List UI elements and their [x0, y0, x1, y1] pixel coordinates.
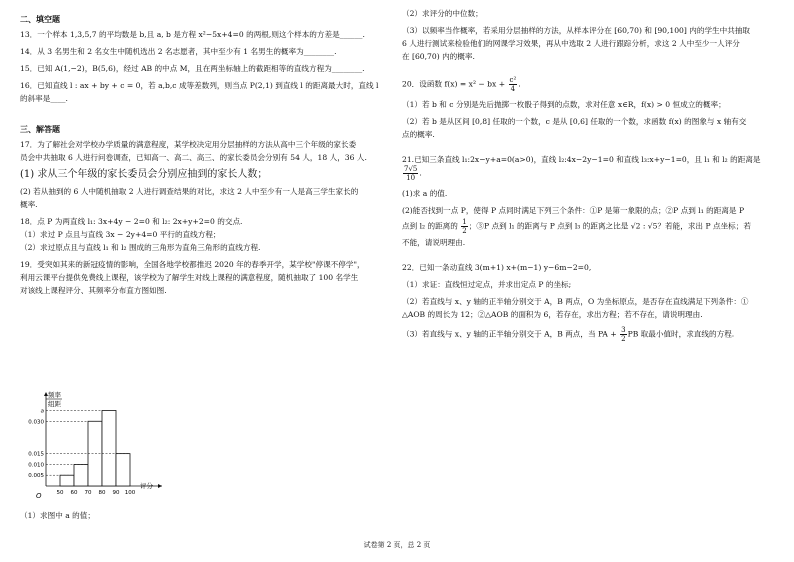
x-tick-label: 60 — [70, 490, 78, 496]
question-22-part3-end: PB 取最小值时，求直线的方程. — [627, 329, 735, 339]
question-22-part1: （1）求证：直线恒过定点，并求出定点 P 的坐标; — [402, 280, 572, 289]
fraction-denominator: 4 — [510, 85, 516, 93]
section-answer-title: 三、解答题 — [20, 124, 60, 134]
fraction-numerator: 1 — [462, 218, 467, 226]
y-axis-label-bottom: 组距 — [48, 400, 61, 408]
question-14: 14．从 3 名男生和 2 名女生中随机选出 2 名志愿者，其中至少有 1 名男生的概率为________. — [20, 47, 337, 56]
question-21-part2-fraction — [461, 218, 467, 235]
question-19-part3-line3: 在 [60,70) 内的概率. — [402, 52, 475, 61]
left-column — [20, 8, 392, 302]
question-19-line3: 对该线上课程评分、其频率分布直方图如图. — [20, 286, 167, 295]
y-tick-label: 0.005 — [28, 473, 44, 480]
histogram-bar — [116, 454, 130, 486]
y-tick-label: 0.010 — [28, 462, 44, 469]
fraction-numerator: 7√5 — [404, 165, 418, 173]
histogram-bar — [74, 464, 88, 486]
question-18: 18．点 P 为两直线 l₁: 3x+4y − 2=0 和 l₂: 2x+y+2=0 的交点. — [20, 217, 243, 226]
frequency-histogram — [28, 388, 168, 500]
question-21-part2-end: ；③P 点到 l₁ 的距离与 P 点到 l₃ 的距离之比是 √2 : √5？若能，求出 P 点坐标；若 — [468, 221, 751, 231]
question-17-part1: (1) 求从三个年级的家长委员会分别应抽到的家长人数； — [20, 169, 268, 180]
histogram-bar — [60, 475, 74, 486]
x-tick-label: 50 — [56, 490, 64, 496]
fraction-denominator: 2 — [621, 335, 626, 343]
fraction-numerator: 3 — [621, 326, 626, 334]
question-17-line1: 17．为了解社会对学校办学质量的满意程度，某学校决定用分层抽样的方法从高中三个年级的家长委 — [20, 140, 357, 149]
question-17-line2: 员会中共抽取 6 人进行问卷调查，已知高一、高二、高三、的家长委员会分别有 54 人，18 人，36 人. — [20, 153, 367, 162]
x-tick-label: 70 — [84, 490, 92, 496]
y-axis-label-top: 频率 — [48, 391, 61, 399]
question-19-part3-line1: （3）以频率当作概率，若采用分层抽样的方法，从样本评分在 [60,70) 和 [90,100] 内的学生中共抽取 — [402, 26, 751, 35]
question-21-part2-line1: (2)能否找到一点 P，使得 P 点同时满足下列三个条件：①P 是第一象限的点；②P 点到 l₁ 的距离是 P — [402, 206, 745, 215]
question-19-line2: 利用云课平台提供免费线上课程，该学校为了解学生对线上课程的满意程度，随机抽取了 100 名学生 — [20, 273, 359, 282]
question-16-line2: 的斜率是____. — [20, 94, 68, 103]
question-19-part1: （1）求图中 a 的值； — [20, 511, 95, 520]
question-22-part2-line1: （2）若直线与 x、y 轴的正半轴分别交于 A，B 两点，O 为坐标原点，是否存在直线满足下列条件：① — [402, 297, 749, 306]
x-tick-label: 90 — [112, 490, 120, 496]
question-21-part2-text: 点到 l₂ 的距离的 — [402, 221, 458, 231]
question-22-part3 — [402, 326, 774, 343]
question-20-part2-line1: （2）若 b 是从区间 [0,8] 任取的一个数，c 是从 [0,6] 任取的一个数，求函数 f(x) 的图象与 x 轴有交 — [402, 117, 747, 126]
question-21-part1: (1)求 a 的值. — [402, 189, 448, 198]
y-tick-label: 0.015 — [28, 451, 44, 458]
origin-label: O — [36, 492, 42, 500]
question-19-line1: 19．受突如其来的新冠疫情的影响，全国各地学校都推迟 2020 年的春季开学，某学校"停课不停学"， — [20, 260, 365, 269]
question-16-line1: 16．已知直线 l : ax + by + c = 0，若 a,b,c 成等差数列，则当点 P(2,1) 到直线 l 的距离最大时，直线 l — [20, 81, 379, 90]
question-20 — [402, 76, 774, 93]
question-20-text: 20．设函数 f(x) = x² − bx + — [402, 79, 506, 89]
x-tick-label: 80 — [98, 490, 106, 496]
right-column — [402, 8, 774, 349]
question-19-part3-line2: 6 人进行测试来检验他们的网课学习效果，再从中选取 2 人进行跟踪分析，求这 2 人中至少一人评分 — [402, 39, 740, 48]
question-20-part2-line2: 点的概率. — [402, 130, 435, 139]
fraction-denominator: 10 — [406, 174, 416, 182]
x-axis-arrow — [158, 484, 162, 488]
question-21-text: 21.已知三条直线 l₁:2x−y+a=0(a>0)，直线 l₂:4x−2y−1=0 和直线 l₃:x+y−1=0，且 l₁ 和 l₂ 的距离是 — [402, 155, 761, 164]
section-fill-title: 二、填空题 — [20, 14, 60, 24]
x-axis-label: 评分 — [140, 482, 153, 490]
question-22-part3-text: （3）若直线与 x、y 轴的正半轴分别交于 A，B 两点，当 PA + — [402, 329, 617, 339]
x-tick-label: 100 — [124, 490, 136, 496]
question-20-end: . — [518, 79, 521, 89]
fraction-numerator: c² — [509, 76, 517, 84]
question-22-part2-line2: △AOB 的周长为 12；②△AOB 的面积为 6，若存在，求出方程；若不存在，请说明理由. — [402, 310, 703, 319]
question-21-fraction — [403, 165, 418, 182]
y-tick-label: 0.030 — [28, 419, 44, 426]
question-17-part2-line2: 概率. — [20, 200, 38, 209]
question-18-part2: （2）求过原点且与直线 l₁ 和 l₂ 围成的三角形为直角三角形的直线方程. — [20, 243, 261, 252]
question-20-fraction — [509, 76, 521, 93]
page-footer: 试卷第 2 页，总 2 页 — [363, 541, 431, 549]
question-20-part1: （1）若 b 和 c 分别是先后抛掷一枚骰子得到的点数，求对任意 x∈R，f(x) > 0 恒成立的概率； — [402, 100, 726, 109]
histogram-bar — [102, 410, 116, 486]
question-13: 13．一个样本 1,3,5,7 的平均数是 b,且 a, b 是方程 x²−5x+4=0 的两根,则这个样本的方差是______. — [20, 30, 365, 39]
question-18-part1: （1）求过 P 点且与直线 3x − 2y+4=0 平行的直线方程； — [20, 230, 221, 239]
question-15: 15．已知 A(1,−2)，B(5,6)，经过 AB 的中点 M，且在两坐标轴上的截距相等的直线方程为________. — [20, 64, 365, 73]
question-21-end: . — [419, 168, 422, 178]
fraction-denominator: 2 — [462, 227, 467, 235]
question-19-part2: （2）求评分的中位数； — [402, 9, 483, 18]
question-21-part2-line3: 不能，请说明理由. — [402, 238, 466, 247]
question-22-part3-fraction — [620, 326, 626, 343]
question-21 — [402, 154, 774, 182]
question-22: 22．已知一条动直线 3(m+1) x+(m−1) y−6m−2=0, — [402, 263, 592, 272]
question-17-part2-line1: (2) 若从抽到的 6 人中随机抽取 2 人进行调查结果的对比，求这 2 人中至少有一人是高三学生家长的 — [20, 187, 359, 196]
y-tick-label: a — [40, 408, 44, 415]
question-21-part2-line2 — [402, 218, 774, 235]
